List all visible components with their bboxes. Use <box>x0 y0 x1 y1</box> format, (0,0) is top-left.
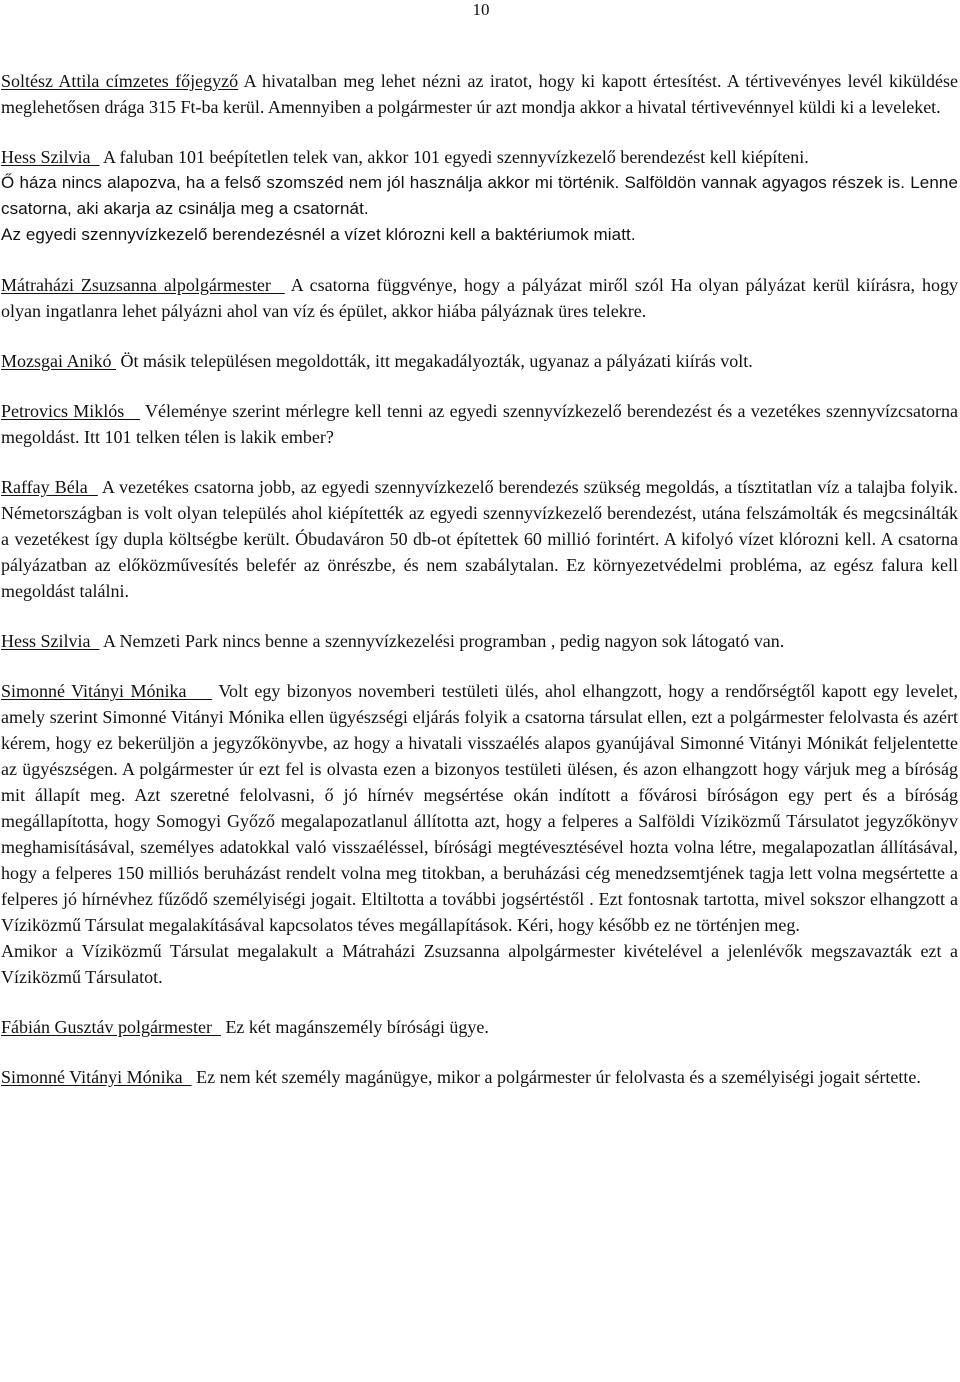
paragraph-matrahazi <box>1 272 958 324</box>
paragraph-text: A faluban 101 beépítetlen telek van, akkor 101 egyedi szennyvízkezelő berendezést kell kiépíteni. <box>99 147 809 167</box>
speaker-name: Fábián Gusztáv polgármester <box>1 1017 221 1037</box>
paragraph-text: Öt másik településen megoldották, itt megakadályozták, ugyanaz a pályázati kiírás volt. <box>116 351 753 371</box>
paragraph-raffay <box>1 474 958 604</box>
paragraph-hess-2 <box>1 628 958 654</box>
paragraph-text: A hivatalban meg lehet nézni az iratot, hogy ki kapott értesítést. A tértivevényes levél kiküldése meglehetősen drága 315 Ft-ba kerül. Amennyiben a polgármester úr azt mondja akkor a hivatal tértivevénnyel küldi ki a leveleket. <box>1 71 959 117</box>
speaker-name: Simonné Vitányi Mónika <box>1 1067 192 1087</box>
speaker-name: Simonné Vitányi Mónika <box>1 681 213 701</box>
paragraph-fabian <box>1 1014 958 1040</box>
speaker-name: Mátraházi Zsuzsanna alpolgármester <box>1 275 285 295</box>
paragraph-text: Amikor a Víziközmű Társulat megalakult a Mátraházi Zsuzsanna alpolgármester kivételével a jelenlévők megszavazták ezt a Víziközmű Társulatot. <box>1 941 958 987</box>
paragraph-mozsgai <box>1 348 958 374</box>
paragraph-simonne-2 <box>1 1064 958 1090</box>
paragraph-text: Volt egy bizonyos novemberi testületi ülés, ahol elhangzott, hogy a rendőrségtől kapott egy levelet, amely szerint Simonné Vitányi Mónika ellen ügyészségi eljárás folyik a csatorna társulat ellen, ezt a polgármester felolvasta és azért kérem, hogy ez bekerüljön a jegyzőkönyvbe, az hogy a hivatali visszaélés alapos gyanújával Simonné Vitányi Mónikát feljelentette az ügyészségen. A polgármester úr ezt fel is olvasta ezen a bizonyos testületi ülésen, és azon elhangzott hogy várjuk meg a bíróság mit állapít meg. Azt szeretné felolvasni, ő jó hírnév megsértése okán indított a fővárosi bíróságon egy pert és a bíróság megállapította, hogy Somogyi Győző megalapozatlanul állította azt, hogy a felperes a Salföldi Víziközmű Társulatot jegyzőkönyv meghamisításával, személyes adatokkal való visszaéléssel, bírósági megtévesztésével hozta volna létre, megalapozatlan állításával, hogy a felperes 150 milliós beruházást rendelt volna meg titokban, a beruházási cég menedzsemtjének tagja lett volna megsértette a felperes jó hírnévhez fűződő személyiségi jogait. Eltiltotta a további jogsértéstől . Ezt fontosnak tartotta, mivel sokszor elhangzott a Víziközmű Társulat megalakításával kapcsolatos téves megállapítások. Kéri, hogy később ez ne történjen meg. <box>1 681 958 935</box>
paragraph-soltesz <box>1 68 958 120</box>
speaker-name: Soltész Attila címzetes főjegyző <box>1 71 239 91</box>
paragraph-simonne-1 <box>1 678 958 938</box>
paragraph-text: A csatorna függvénye, hogy a pályázat miről szól Ha olyan pályázat kerül kiírásra, hogy olyan ingatlanra lehet pályázni ahol van víz és épület, akkor hiába pályáznak üres telekre. <box>1 275 958 321</box>
speaker-name: Hess Szilvia <box>1 631 100 651</box>
paragraph-petrovics <box>1 398 958 450</box>
speaker-name: Hess Szilvia <box>1 147 100 167</box>
speaker-name: Raffay Béla <box>1 477 98 497</box>
paragraph-text: Ez két magánszemély bírósági ügye. <box>220 1017 489 1037</box>
paragraph-simonne-1-continuation <box>1 938 958 990</box>
speaker-name: Mozsgai Anikó <box>1 351 116 371</box>
page-number: 10 <box>472 0 490 19</box>
paragraph-text: Ez nem két személy magánügye, mikor a polgármester úr felolvasta és a személyiségi jogait sértette. <box>191 1067 921 1087</box>
paragraph-text: Véleménye szerint mérlegre kell tenni az egyedi szennyvízkezelő berendezést és a vezetékes szennyvízcsatorna megoldást. Itt 101 telken télen is lakik ember? <box>1 401 958 447</box>
paragraph-text: Ő háza nincs alapozva, ha a felső szomszéd nem jól használja akkor mi történik. Salföldön vannak agyagos részek is. Lenne csatorna, aki akarja az csinálja meg a csatornát. <box>1 173 958 218</box>
paragraph-text: Az egyedi szennyvízkezelő berendezésnél a vízet klórozni kell a baktériumok miatt. <box>1 225 636 244</box>
paragraph-hess-1-line-2 <box>1 170 958 222</box>
speaker-name: Petrovics Miklós <box>1 401 141 421</box>
paragraph-hess-1 <box>1 144 958 170</box>
paragraph-hess-1-line-3 <box>1 222 958 248</box>
minutes-body <box>1 68 958 1090</box>
paragraph-text: A Nemzeti Park nincs benne a szennyvízkezelési programban , pedig nagyon sok látogató van. <box>99 631 785 651</box>
paragraph-text: A vezetékes csatorna jobb, az egyedi szennyvízkezelő berendezés szükség megoldás, a tísztitatlan víz a talajba folyik. Németországban is volt olyan település ahol kiépítették az egyedi szennyvízkezelő berendezést, utána felszámolták és megcsinálták a vezetékest így dupla költségbe került. Óbudaváron 50 db-ot építettek 60 millió forintért. A kifolyó vízet klórozni kell. A csatorna pályázatban az előközművesítés belefér az önrészbe, és nem szabálytalan. Ez környezetvédelmi probléma, az egész falura kell megoldást találni. <box>1 477 958 601</box>
